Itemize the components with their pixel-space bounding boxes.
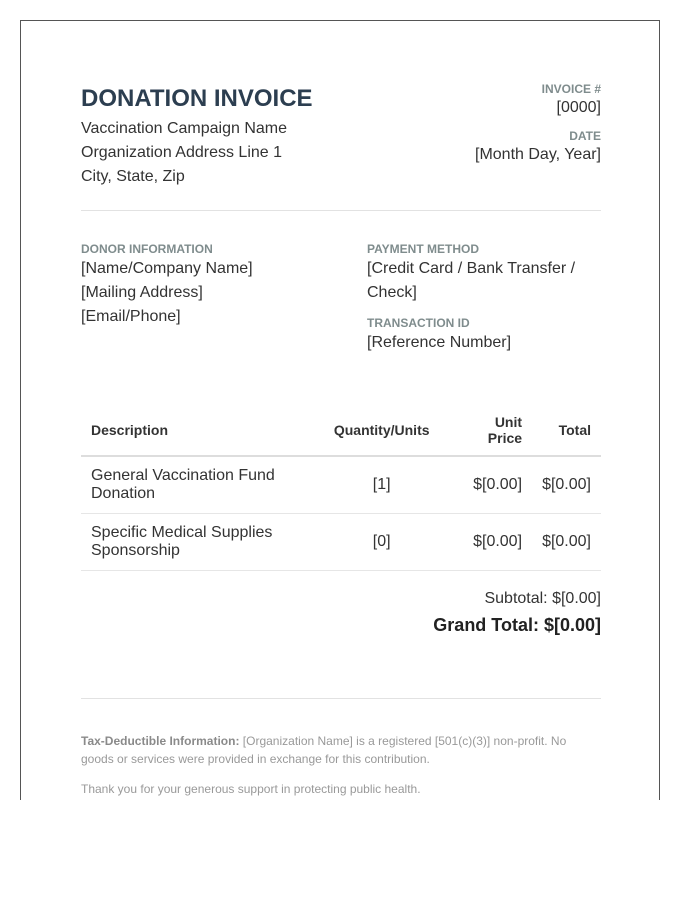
row-quantity: [0] (312, 514, 450, 571)
column-header-unit-price: Unit Price (451, 405, 532, 456)
donor-information (81, 241, 351, 329)
donation-items-table (81, 405, 601, 571)
invoice-number-label: INVOICE # (541, 82, 601, 96)
payment-method-label: PAYMENT METHOD (367, 242, 480, 256)
invoice-title: DONATION INVOICE (81, 85, 313, 112)
invoice-page (20, 20, 660, 800)
row-unit-price: $[0.00] (451, 514, 532, 571)
row-total: $[0.00] (532, 514, 601, 571)
organization-address: Organization Address Line 1 (81, 144, 283, 161)
row-total: $[0.00] (532, 456, 601, 514)
payment-information (367, 241, 601, 355)
row-unit-price: $[0.00] (451, 456, 532, 514)
campaign-name: Vaccination Campaign Name (81, 120, 288, 137)
transaction-id-value: [Reference Number] (367, 334, 512, 351)
payment-method-value: [Credit Card / Bank Transfer / Check] (367, 260, 576, 301)
organization-city-state-zip: City, State, Zip (81, 168, 185, 185)
tax-deductible-note (81, 732, 601, 768)
tax-deductible-text: [Organization Name] is a registered [501(c)(3)] non-profit. No goods or services were provided in exchange for this contribution. (81, 734, 567, 766)
invoice-number-block (475, 81, 601, 119)
invoice-date-label: DATE (569, 129, 601, 143)
row-quantity: [1] (312, 456, 450, 514)
subtotal: Subtotal: $[0.00] (484, 590, 601, 607)
invoice-date-value: [Month Day, Year] (475, 146, 601, 163)
donor-name: [Name/Company Name] (81, 260, 253, 277)
totals-section (433, 587, 601, 639)
column-header-description: Description (81, 405, 312, 456)
donor-address: [Mailing Address] (81, 284, 203, 301)
footer-notes (81, 732, 601, 810)
invoice-meta (475, 81, 601, 175)
table-row (81, 456, 601, 514)
invoice-number-value: [0000] (556, 99, 601, 116)
thank-you-note: Thank you for your generous support in protecting public health. (81, 782, 421, 796)
donor-info-label: DONOR INFORMATION (81, 242, 213, 256)
donor-contact: [Email/Phone] (81, 308, 181, 325)
column-header-total: Total (532, 405, 601, 456)
organization-info (81, 117, 287, 189)
grand-total: Grand Total: $[0.00] (433, 615, 601, 635)
table-header-row (81, 405, 601, 456)
table-row (81, 514, 601, 571)
column-header-quantity: Quantity/Units (312, 405, 450, 456)
transaction-id-label: TRANSACTION ID (367, 316, 470, 330)
row-description: Specific Medical Supplies Sponsorship (81, 514, 312, 571)
invoice-date-block (475, 128, 601, 166)
header-divider (81, 210, 601, 211)
footer-divider (81, 698, 601, 699)
row-description: General Vaccination Fund Donation (81, 456, 312, 514)
tax-deductible-label: Tax-Deductible Information: (81, 734, 240, 748)
